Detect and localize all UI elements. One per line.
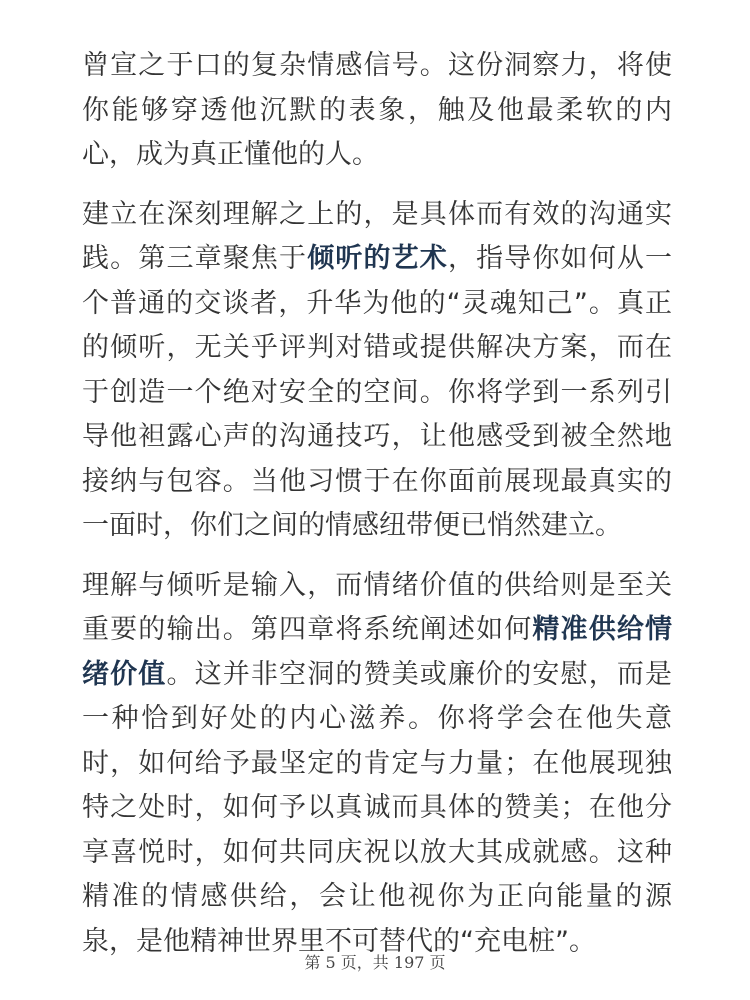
paragraph-1-segment-1: 曾宣之于口的复杂情感信号。这份洞察力，将使你能够穿透他沉默的表象，触及他最柔软的内心，成为真正懂他的人。 <box>82 50 672 170</box>
paragraph-2-segment-1: 建立在深刻理解之上的，是具体而有效的沟通实践。第三章聚焦于 <box>82 198 672 274</box>
paragraph-2-emphasis: 倾听的艺术 <box>307 243 448 274</box>
paragraph-1 <box>82 44 672 178</box>
paragraph-3-segment-1: 理解与倾听是输入，而情绪价值的供给则是至关重要的输出。第四章将系统阐述如何 <box>82 569 672 645</box>
page-number-footer: 第 5 页，共 197 页 <box>304 953 446 972</box>
paragraph-3-emphasis: 精准供给情绪价值 <box>82 614 673 690</box>
paragraph-3-segment-3: 。这并非空洞的赞美或廉价的安慰，而是一种恰到好处的内心滋养。你将学会在他失意时，如何给予最坚定的肯定与力量；在他展现独特之处时，如何予以真诚而具体的赞美；在他分享喜悦时，如何共同庆祝以放大其成就感。这种精准的情感供给，会让他视你为正向能量的源泉，是他精神世界里不可替代的“充电桩”。 <box>82 658 673 957</box>
paragraph-2 <box>82 193 672 549</box>
body-text <box>82 44 672 979</box>
paragraph-2-segment-3: ，指导你如何从一个普通的交谈者，升华为他的“灵魂知己”。真正的倾听，无关乎评判对错或提供解决方案，而在于创造一个绝对安全的空间。你将学到一系列引导他袒露心声的沟通技巧，让他感受到被全然地接纳与包容。当他习惯于在你面前展现最真实的一面时，你们之间的情感纽带便已悄然建立。 <box>82 243 673 541</box>
paragraph-3 <box>82 564 672 965</box>
